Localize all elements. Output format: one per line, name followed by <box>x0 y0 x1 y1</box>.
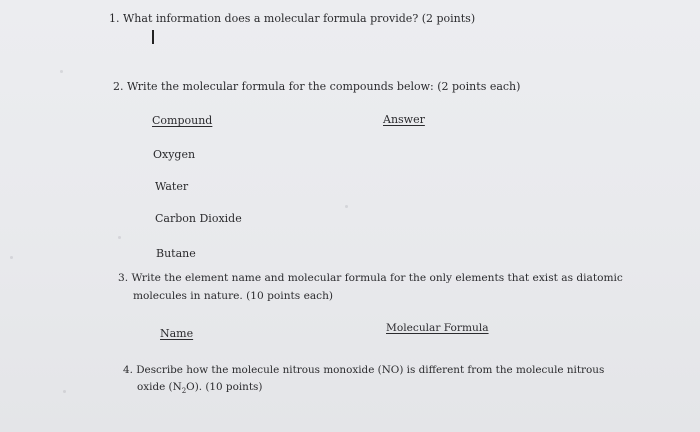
subscript-2: 2 <box>181 387 187 396</box>
compound-water: Water <box>155 180 189 193</box>
molecular-formula-column-header: Molecular Formula <box>386 322 489 334</box>
compound-oxygen: Oxygen <box>153 148 196 161</box>
compound-column-header: Compound <box>152 114 213 127</box>
question-3-line-1: 3. Write the element name and molecular formula for the only elements that exist as diatomic <box>118 272 623 284</box>
paper-smudge <box>118 236 121 239</box>
text-cursor <box>152 30 154 44</box>
question-3-line-2: molecules in nature. (10 points each) <box>133 290 334 302</box>
question-2: 2. Write the molecular formula for the compounds below: (2 points each) <box>113 80 521 93</box>
paper-smudge <box>60 70 63 73</box>
answer-column-header: Answer <box>383 113 425 126</box>
name-column-header: Name <box>160 327 194 340</box>
question-1: 1. What information does a molecular formula provide? (2 points) <box>109 12 476 25</box>
question-4-line-2-start: oxide (N <box>137 381 182 393</box>
question-4-line-1: 4. Describe how the molecule nitrous monoxide (NO) is different from the molecule nitrous <box>123 364 605 376</box>
paper-smudge <box>63 390 66 393</box>
compound-carbon-dioxide: Carbon Dioxide <box>155 212 242 225</box>
compound-butane: Butane <box>156 247 196 260</box>
question-4-line-2 <box>137 380 262 398</box>
paper-smudge <box>345 205 348 208</box>
paper-smudge <box>10 256 13 259</box>
question-4-line-2-end: O). (10 points) <box>186 381 263 393</box>
